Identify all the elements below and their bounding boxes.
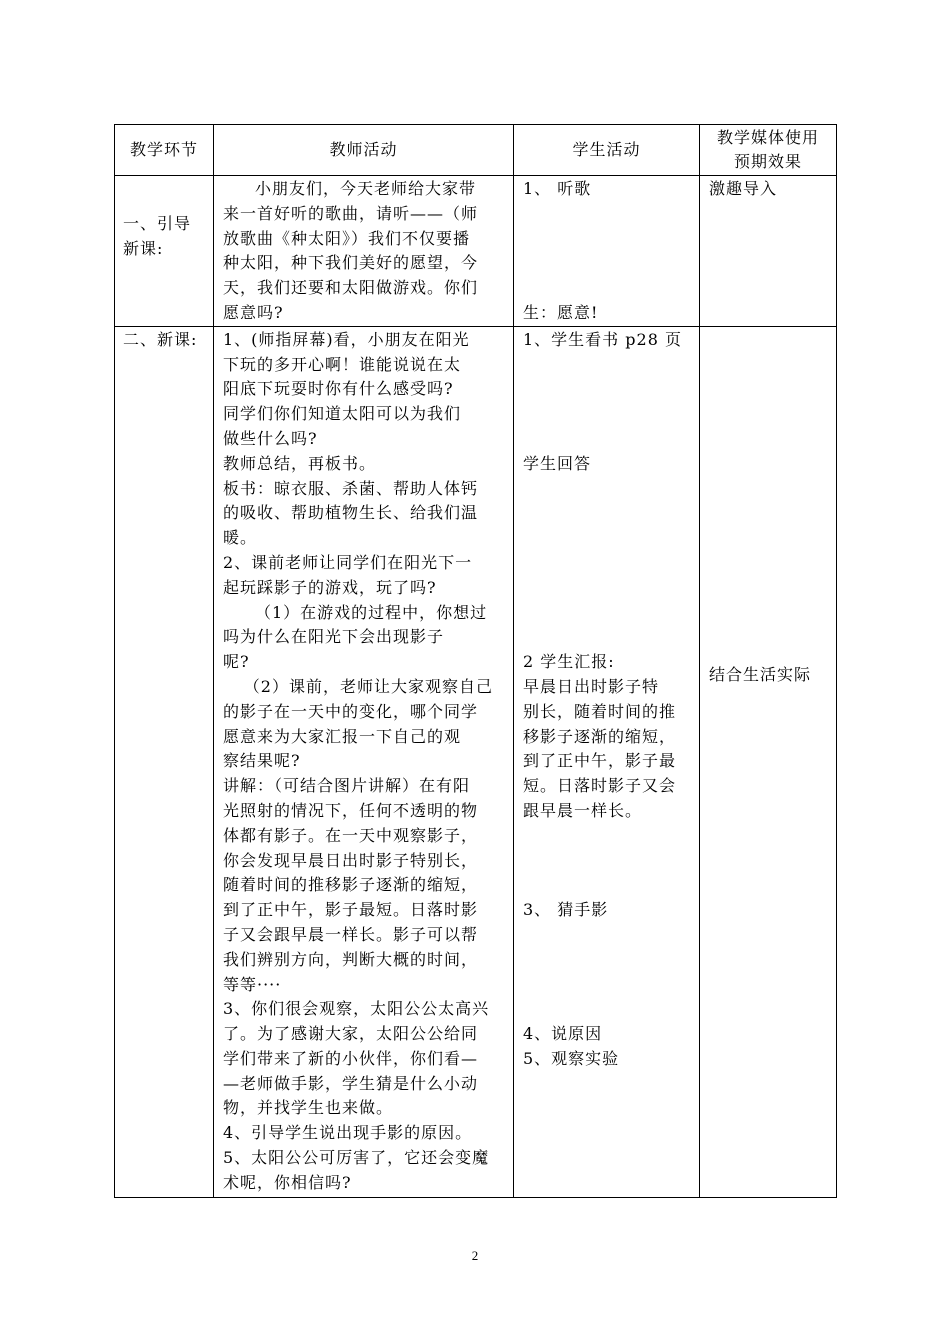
teacher-line: 板书：晾衣服、杀菌、帮助人体钙: [223, 478, 479, 498]
student-line: 1、学生看书 p28 页: [523, 329, 682, 349]
teacher-line: 的影子在一天中的变化，哪个同学: [223, 701, 479, 721]
teacher-line: 同学们你们知道太阳可以为我们: [223, 404, 462, 424]
teacher-line: 了。为了感谢大家，太阳公公给同: [223, 1024, 479, 1044]
teacher-line: 的吸收、帮助植物生长、给我们温: [223, 503, 479, 523]
header-teacher-activity: 教师活动: [214, 125, 514, 176]
media-effect-cell: [700, 176, 837, 327]
media-effect-text: 结合生活实际: [709, 664, 812, 684]
teacher-line: 察结果呢?: [223, 751, 301, 771]
teacher-line: 2、课前老师让同学们在阳光下一: [223, 552, 473, 572]
teacher-line: 天，我们还要和太阳做游戏。你们: [223, 278, 479, 298]
student-line: 5、观察实验: [523, 1048, 620, 1068]
table-row: [115, 176, 837, 327]
teacher-line: 来一首好听的歌曲，请听——（师: [223, 203, 479, 223]
teacher-line: 愿意来为大家汇报一下自己的观: [223, 726, 462, 746]
stage-label: 二、新课:: [123, 329, 198, 349]
stage-cell: [115, 326, 214, 1197]
teacher-line: 我们辨别方向，判断大概的时间，: [223, 949, 479, 969]
teacher-line: 种太阳，种下我们美好的愿望，今: [223, 253, 479, 273]
teacher-line: 做些什么吗?: [223, 428, 318, 448]
teacher-line: 体都有影子。在一天中观察影子，: [223, 825, 479, 845]
student-line: 别长，随着时间的推: [523, 701, 677, 721]
teacher-line: 子又会跟早晨一样长。影子可以帮: [223, 924, 479, 944]
media-effect-text: 激趣导入: [709, 179, 778, 198]
student-activity-cell: [514, 326, 700, 1197]
table-row: [115, 326, 837, 1197]
student-line: 生：愿意!: [523, 302, 599, 322]
student-line: 跟早晨一样长。: [523, 800, 643, 820]
teacher-line: 5、太阳公公可厉害了，它还会变魔: [223, 1148, 490, 1168]
teacher-line: 光照射的情况下，任何不透明的物: [223, 800, 479, 820]
student-line: 到了正中午，影子最: [523, 751, 677, 771]
teacher-line: 愿意吗?: [223, 302, 284, 322]
teacher-line: （1）在游戏的过程中，你想过: [255, 602, 488, 622]
stage-label: 一、引导: [123, 214, 192, 233]
teacher-line: 吗为什么在阳光下会出现影子: [223, 627, 445, 647]
page-number: 2: [471, 1248, 479, 1263]
teacher-line: 阳底下玩耍时你有什么感受吗?: [223, 379, 454, 399]
lesson-plan-table: [114, 124, 837, 1198]
teacher-line: 你会发现早晨日出时影子特别长，: [223, 850, 479, 870]
student-activity-cell: [514, 176, 700, 327]
teacher-line: 讲解：（可结合图片讲解）在有阳: [223, 776, 471, 796]
student-line: 1、 听歌: [523, 179, 592, 198]
student-line: 早晨日出时影子特: [523, 676, 660, 696]
teacher-activity-cell: [214, 176, 514, 327]
teacher-line: 物，并找学生也来做。: [223, 1098, 394, 1118]
teacher-line: 到了正中午，影子最短。日落时影: [223, 900, 479, 920]
teacher-line: 3、你们很会观察，太阳公公太高兴: [223, 999, 490, 1019]
stage-cell: [115, 176, 214, 327]
teacher-line: 起玩踩影子的游戏，玩了吗?: [223, 577, 437, 597]
teacher-line: 等等····: [223, 974, 282, 994]
teacher-line: 下玩的多开心啊！谁能说说在太: [223, 354, 462, 374]
student-line: 短。日落时影子又会: [523, 776, 677, 796]
media-effect-cell: [700, 326, 837, 1197]
student-line: 4、说原因: [523, 1024, 603, 1044]
teacher-line: 暖。: [223, 528, 258, 548]
teacher-line: 随着时间的推移影子逐渐的缩短，: [223, 875, 479, 895]
stage-label: 新课:: [123, 238, 164, 258]
header-student-activity: 学生活动: [514, 125, 700, 176]
table-header-row: [115, 125, 837, 176]
teacher-line: —老师做手影，学生猜是什么小动: [223, 1073, 479, 1093]
teacher-line: 4、引导学生说出现手影的原因。: [223, 1123, 473, 1143]
header-stage: 教学环节: [115, 125, 214, 176]
teacher-line: 教师总结，再板书。: [223, 453, 377, 473]
student-line: 2 学生汇报:: [523, 652, 615, 672]
teacher-line: 术呢，你相信吗?: [223, 1172, 352, 1192]
student-line: 学生回答: [523, 453, 592, 473]
student-line: 移影子逐渐的缩短，: [523, 726, 677, 746]
teacher-line: 1、(师指屏幕)看，小朋友在阳光: [223, 329, 470, 349]
teacher-line: 放歌曲《种太阳》）我们不仅要播: [223, 228, 471, 248]
student-line: 3、 猜手影: [523, 900, 609, 920]
teacher-line: 学们带来了新的小伙伴，你们看—: [223, 1048, 479, 1068]
teacher-line: 小朋友们，今天老师给大家带: [255, 179, 477, 198]
teacher-activity-cell: [214, 326, 514, 1197]
header-media-effect: 教学媒体使用 预期效果: [700, 125, 837, 176]
teacher-line: 呢?: [223, 652, 250, 672]
teacher-line: （2）课前，老师让大家观察自己: [243, 676, 493, 696]
